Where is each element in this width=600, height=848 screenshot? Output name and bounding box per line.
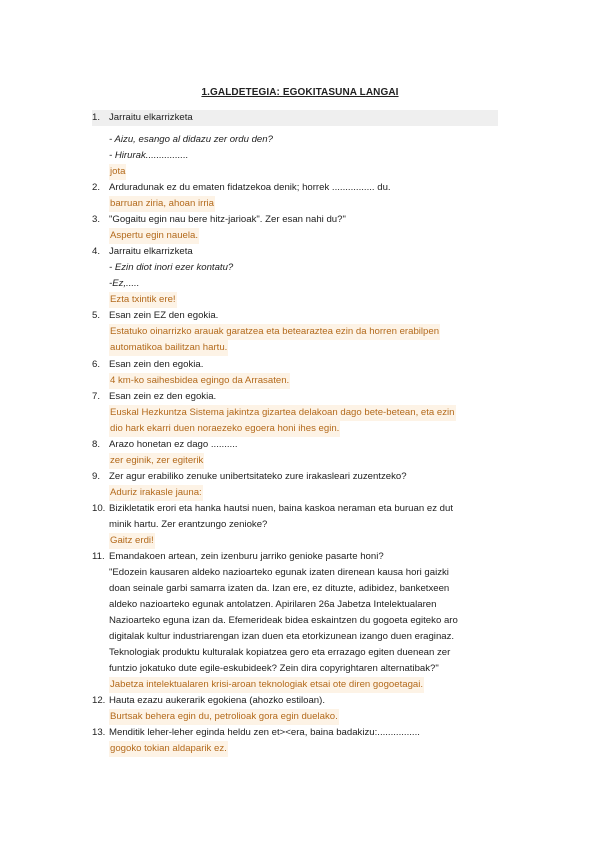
passage-line: digitalak kultur industriarengan izan duen eta etorkizunean izango duen eraginaz.	[109, 631, 455, 642]
question-number: 3.	[92, 214, 101, 225]
question-text-continued: minik hartu. Zer erantzungo zenioke?	[109, 519, 268, 530]
question-text: Emandakoen artean, zein izenburu jarriko genioke pasarte honi?	[109, 551, 384, 562]
question-text: Jarraitu elkarrizketa	[109, 112, 193, 123]
answer: dio hark ekarri duen noraezeko egoera honi ihes egin.	[109, 421, 340, 437]
passage-line: Nazioarteko eguna izan da. Efemerideak bidea eskaintzen du gogoeta egiteko aro	[109, 615, 458, 626]
passage-line: funtzio jokatuko dute egile-eskubideek? Zein dira copyrightaren alternatibak?"	[109, 663, 439, 674]
question-text: Esan zein EZ den egokia.	[109, 310, 219, 321]
document-title: 1.GALDETEGIA: EGOKITASUNA LANGAI	[201, 87, 399, 98]
answer: barruan ziria, ahoan irria	[109, 196, 215, 212]
question-text: Bizikletatik erori eta hanka hautsi nuen, baina kaskoa neraman eta buruan ez dut	[109, 503, 453, 514]
dialogue-line: -Ez,.....	[109, 278, 140, 289]
question-text: "Gogaitu egin nau bere hitz-jarioak". Zer esan nahi du?"	[109, 214, 346, 225]
answer: automatikoa bailitzan hartu.	[109, 340, 228, 356]
question-text: Arduradunak ez du ematen fidatzekoa denik; horrek ................ du.	[109, 182, 391, 193]
question-number: 1.	[92, 112, 101, 123]
dialogue-line: - Hirurak................	[109, 150, 189, 161]
answer: Aspertu egin nauela.	[109, 228, 199, 244]
question-text: Zer agur erabiliko zenuke unibertsitateko zure irakasleari zuzentzeko?	[109, 471, 407, 482]
answer: Gaitz erdi!	[109, 533, 155, 549]
question-text: Arazo honetan ez dago ..........	[109, 439, 238, 450]
question-number: 13.	[92, 727, 106, 738]
answer: Ezta txintik ere!	[109, 292, 177, 308]
passage-line: Teknologiak produktu kulturalak kopiatzea gero eta errazago egiten duenean zer	[109, 647, 451, 658]
question-text: Jarraitu elkarrizketa	[109, 246, 193, 257]
answer: Euskal Hezkuntza Sistema jakintza gizartea delakoan dago bete-betean, eta ezin	[109, 405, 456, 421]
answer: zer eginik, zer egiterik	[109, 453, 204, 469]
passage-line: doan seinale garbi samarra izaten da. Izan ere, ez dituzte, adibidez, banketxeen	[109, 583, 450, 594]
answer: gogoko tokian aldaparik ez.	[109, 741, 228, 757]
question-text: Esan zein ez den egokia.	[109, 391, 217, 402]
question-number: 11.	[92, 551, 105, 562]
question-number: 9.	[92, 471, 101, 482]
answer: 4 km-ko saihesbidea egingo da Arrasaten.	[109, 373, 290, 389]
question-number: 8.	[92, 439, 101, 450]
question-number: 7.	[92, 391, 101, 402]
dialogue-line: - Aizu, esango al didazu zer ordu den?	[109, 134, 273, 145]
question-text: Hauta ezazu aukerarik egokiena (ahozko estiloan).	[109, 695, 325, 706]
question-1	[92, 110, 498, 126]
question-number: 12.	[92, 695, 106, 706]
question-number: 5.	[92, 310, 101, 321]
dialogue-line: - Ezin diot inori ezer kontatu?	[109, 262, 234, 273]
answer: Estatuko oinarrizko arauak garatzea eta betearaztea ezin da horren erabilpen	[109, 324, 440, 340]
question-text: Menditik leher-leher eginda heldu zen et><era, baina badakizu:................	[109, 727, 420, 738]
question-number: 6.	[92, 359, 101, 370]
question-text: Esan zein den egokia.	[109, 359, 204, 370]
question-number: 4.	[92, 246, 101, 257]
passage-line: "Edozein kausaren aldeko nazioarteko egunak izaten direnean kausa hori gaizki	[109, 567, 449, 578]
answer: Aduriz irakasle jauna:	[109, 485, 203, 501]
answer: Burtsak behera egin du, petrolioak gora egin duelako.	[109, 709, 339, 725]
passage-line: aldeko nazioarteko egunak antolatzen. Apirilaren 26a Jabetza Intelektualaren	[109, 599, 437, 610]
answer: Jabetza intelektualaren krisi-aroan teknologiak etsai ote diren gogoetagai.	[109, 677, 424, 693]
question-number: 2.	[92, 182, 101, 193]
answer: jota	[109, 164, 126, 180]
question-number: 10.	[92, 503, 106, 514]
